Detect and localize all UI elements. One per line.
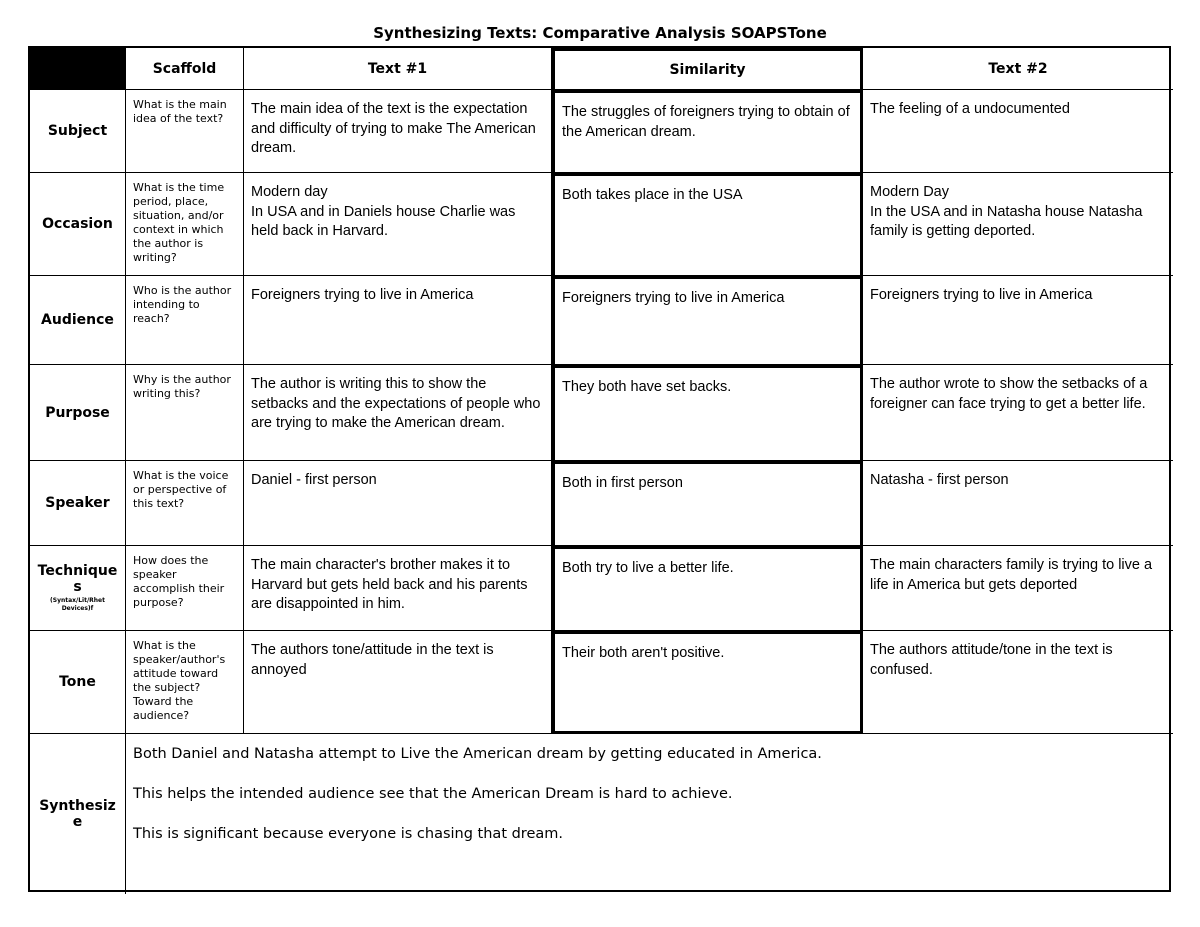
header-scaffold: Scaffold	[126, 48, 244, 90]
row-label-speaker	[30, 461, 126, 546]
scaffold-occasion: What is the time period, place, situation, and/or context in which the author is writing?	[126, 173, 244, 276]
row-label-occasion	[30, 173, 126, 276]
header-corner	[30, 48, 126, 90]
synthesize-line: Both Daniel and Natasha attempt to Live the American dream by getting educated in America.	[133, 746, 822, 762]
text2-techniques: The main characters family is trying to live a life in America but gets deported	[863, 546, 1173, 631]
row-label-synthesize	[30, 734, 126, 894]
row-label-text: Speaker	[45, 495, 110, 511]
row-label-audience	[30, 276, 126, 365]
text1-speaker: Daniel - first person	[244, 461, 552, 546]
text2-tone: The authors attitude/tone in the text is confused.	[863, 631, 1173, 734]
row-label-text: Audience	[41, 312, 114, 328]
text1-techniques: The main character's brother makes it to Harvard but gets held back and his parents are disappointed in him.	[244, 546, 552, 631]
scaffold-purpose: Why is the author writing this?	[126, 365, 244, 461]
text2-speaker: Natasha - first person	[863, 461, 1173, 546]
row-label-tone	[30, 631, 126, 734]
row-label-subject	[30, 90, 126, 173]
row-label-text: Synthesize	[39, 798, 116, 830]
text1-occasion: Modern day In USA and in Daniels house Charlie was held back in Harvard.	[244, 173, 552, 276]
text1-tone: The authors tone/attitude in the text is annoyed	[244, 631, 552, 734]
similarity-techniques: Both try to live a better life.	[552, 546, 863, 631]
synthesize-line: This is significant because everyone is chasing that dream.	[133, 826, 563, 842]
row-label-text: Purpose	[45, 404, 110, 421]
row-label-text: Subject	[47, 123, 108, 139]
document-title: Synthesizing Texts: Comparative Analysis SOAPSTone	[373, 24, 827, 42]
header-text-1: Text #1	[244, 48, 552, 90]
soapstone-table	[28, 46, 1171, 892]
similarity-purpose: They both have set backs.	[552, 365, 863, 461]
synthesize-content	[126, 734, 1173, 894]
similarity-tone: Their both aren't positive.	[552, 631, 863, 734]
similarity-audience: Foreigners trying to live in America	[552, 276, 863, 365]
scaffold-audience: Who is the author intending to reach?	[126, 276, 244, 365]
text1-subject: The main idea of the text is the expectation and difficulty of trying to make The American dream.	[244, 90, 552, 173]
row-label-text: Techniques	[37, 563, 118, 595]
scaffold-tone: What is the speaker/author's attitude toward the subject? Toward the audience?	[126, 631, 244, 734]
text1-audience: Foreigners trying to live in America	[244, 276, 552, 365]
similarity-subject: The struggles of foreigners trying to obtain of the American dream.	[552, 90, 863, 173]
similarity-occasion: Both takes place in the USA	[552, 173, 863, 276]
row-label-text: Occasion	[42, 216, 113, 232]
scaffold-speaker: What is the voice or perspective of this text?	[126, 461, 244, 546]
header-similarity: Similarity	[552, 48, 863, 90]
row-label-subtext: (Syntax/Lit/Rhet Devices)f	[50, 597, 105, 612]
text2-purpose: The author wrote to show the setbacks of a foreigner can face trying to get a better life.	[863, 365, 1173, 461]
row-label-techniques	[30, 546, 126, 631]
header-text-2: Text #2	[863, 48, 1173, 90]
text2-subject: The feeling of a undocumented	[863, 90, 1173, 173]
text2-audience: Foreigners trying to live in America	[863, 276, 1173, 365]
row-label-purpose	[30, 365, 126, 461]
scaffold-techniques: How does the speaker accomplish their purpose?	[126, 546, 244, 631]
similarity-speaker: Both in first person	[552, 461, 863, 546]
text1-purpose: The author is writing this to show the setbacks and the expectations of people who are trying to make the American dream.	[244, 365, 552, 461]
synthesize-line: This helps the intended audience see that the American Dream is hard to achieve.	[133, 786, 733, 802]
text2-occasion: Modern Day In the USA and in Natasha house Natasha family is getting deported.	[863, 173, 1173, 276]
row-label-text: Tone	[59, 674, 96, 690]
scaffold-subject: What is the main idea of the text?	[126, 90, 244, 173]
